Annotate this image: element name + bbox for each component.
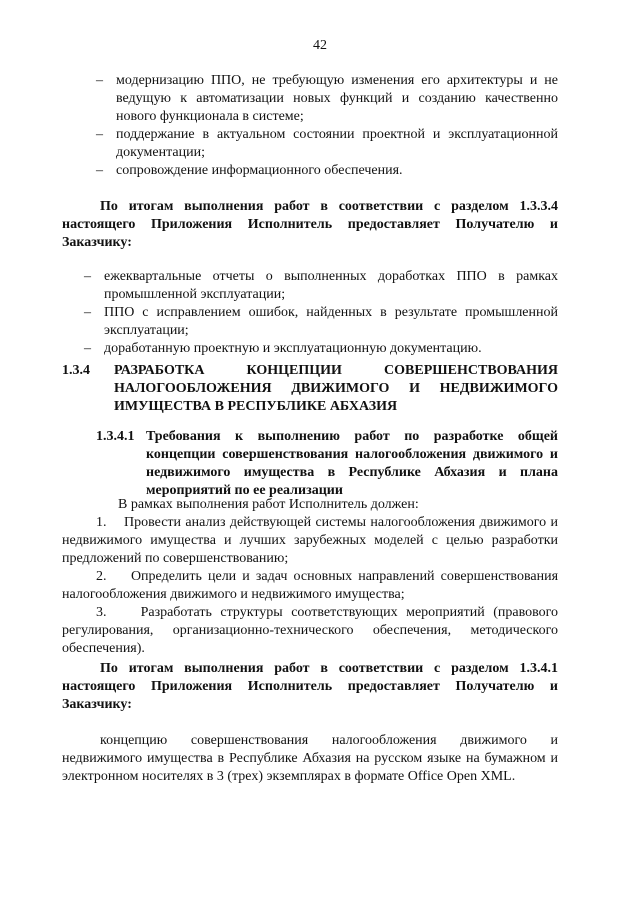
task-item: 3. Разработать структуры соответствующих мероприятий (правового регулирования, организационно-технического обеспечения, методического обеспечения). — [62, 605, 558, 656]
list-item: – сопровождение информационного обеспечения. — [96, 163, 403, 178]
page-number: 42 — [313, 38, 327, 53]
subsection-heading — [96, 428, 558, 500]
task-list — [62, 514, 558, 658]
section-heading — [62, 362, 558, 416]
subsection-title: Требования к выполнению работ по разработке общей концепции совершенствования налогообложения движимого и недвижимого имущества в Республике Абхазия и плана мероприятий по ее реализации — [146, 429, 558, 498]
task-item: 1. Провести анализ действующей системы налогообложения движимого и недвижимого имущества и лучших зарубежных моделей с целью разработки предложений по совершенствованию; — [62, 515, 559, 566]
subsection-number: 1.3.4.1 — [96, 429, 135, 444]
list-item: – модернизацию ППО, не требующую изменения его архитектуры и не ведущую к автоматизации новых функций и созданию качественно нового функционала в системе; — [96, 73, 558, 124]
deliverable-paragraph: концепцию совершенствования налогообложения движимого и недвижимого имущества в Республике Абхазия на русском языке на бумажном и электронном носителях в 3 (трех) экземплярах в формате Office Open XML. — [62, 733, 558, 784]
intro-text: В рамках выполнения работ Исполнитель должен: — [118, 497, 419, 512]
list-item: – ежеквартальные отчеты о выполненных доработках ППО в рамках промышленной эксплуатации; — [84, 269, 558, 302]
list-item: – ППО с исправлением ошибок, найденных в результате промышленной эксплуатации; — [84, 305, 558, 338]
list-item: – доработанную проектную и эксплуатационную документацию. — [84, 341, 482, 356]
section-number: 1.3.4 — [62, 363, 90, 378]
results-paragraph: По итогам выполнения работ в соответствии с разделом 1.3.4.1 настоящего Приложения Исполнитель предоставляет Получателю и Заказчику: — [62, 661, 558, 712]
section-title: РАЗРАБОТКА КОНЦЕПЦИИ СОВЕРШЕНСТВОВАНИЯ НАЛОГООБЛОЖЕНИЯ ДВИЖИМОГО И НЕДВИЖИМОГО ИМУЩЕСТВА В РЕСПУБЛИКЕ АБХАЗИЯ — [114, 363, 558, 414]
task-item: 2. Определить цели и задач основных направлений совершенствования налогообложения движимого и недвижимого имущества; — [62, 569, 559, 602]
maintenance-list — [96, 72, 558, 180]
list-item: – поддержание в актуальном состоянии проектной и эксплуатационной документации; — [96, 127, 558, 160]
deliverables-list — [84, 268, 558, 358]
results-paragraph: По итогам выполнения работ в соответствии с разделом 1.3.3.4 настоящего Приложения Исполнитель предоставляет Получателю и Заказчику: — [62, 199, 558, 250]
